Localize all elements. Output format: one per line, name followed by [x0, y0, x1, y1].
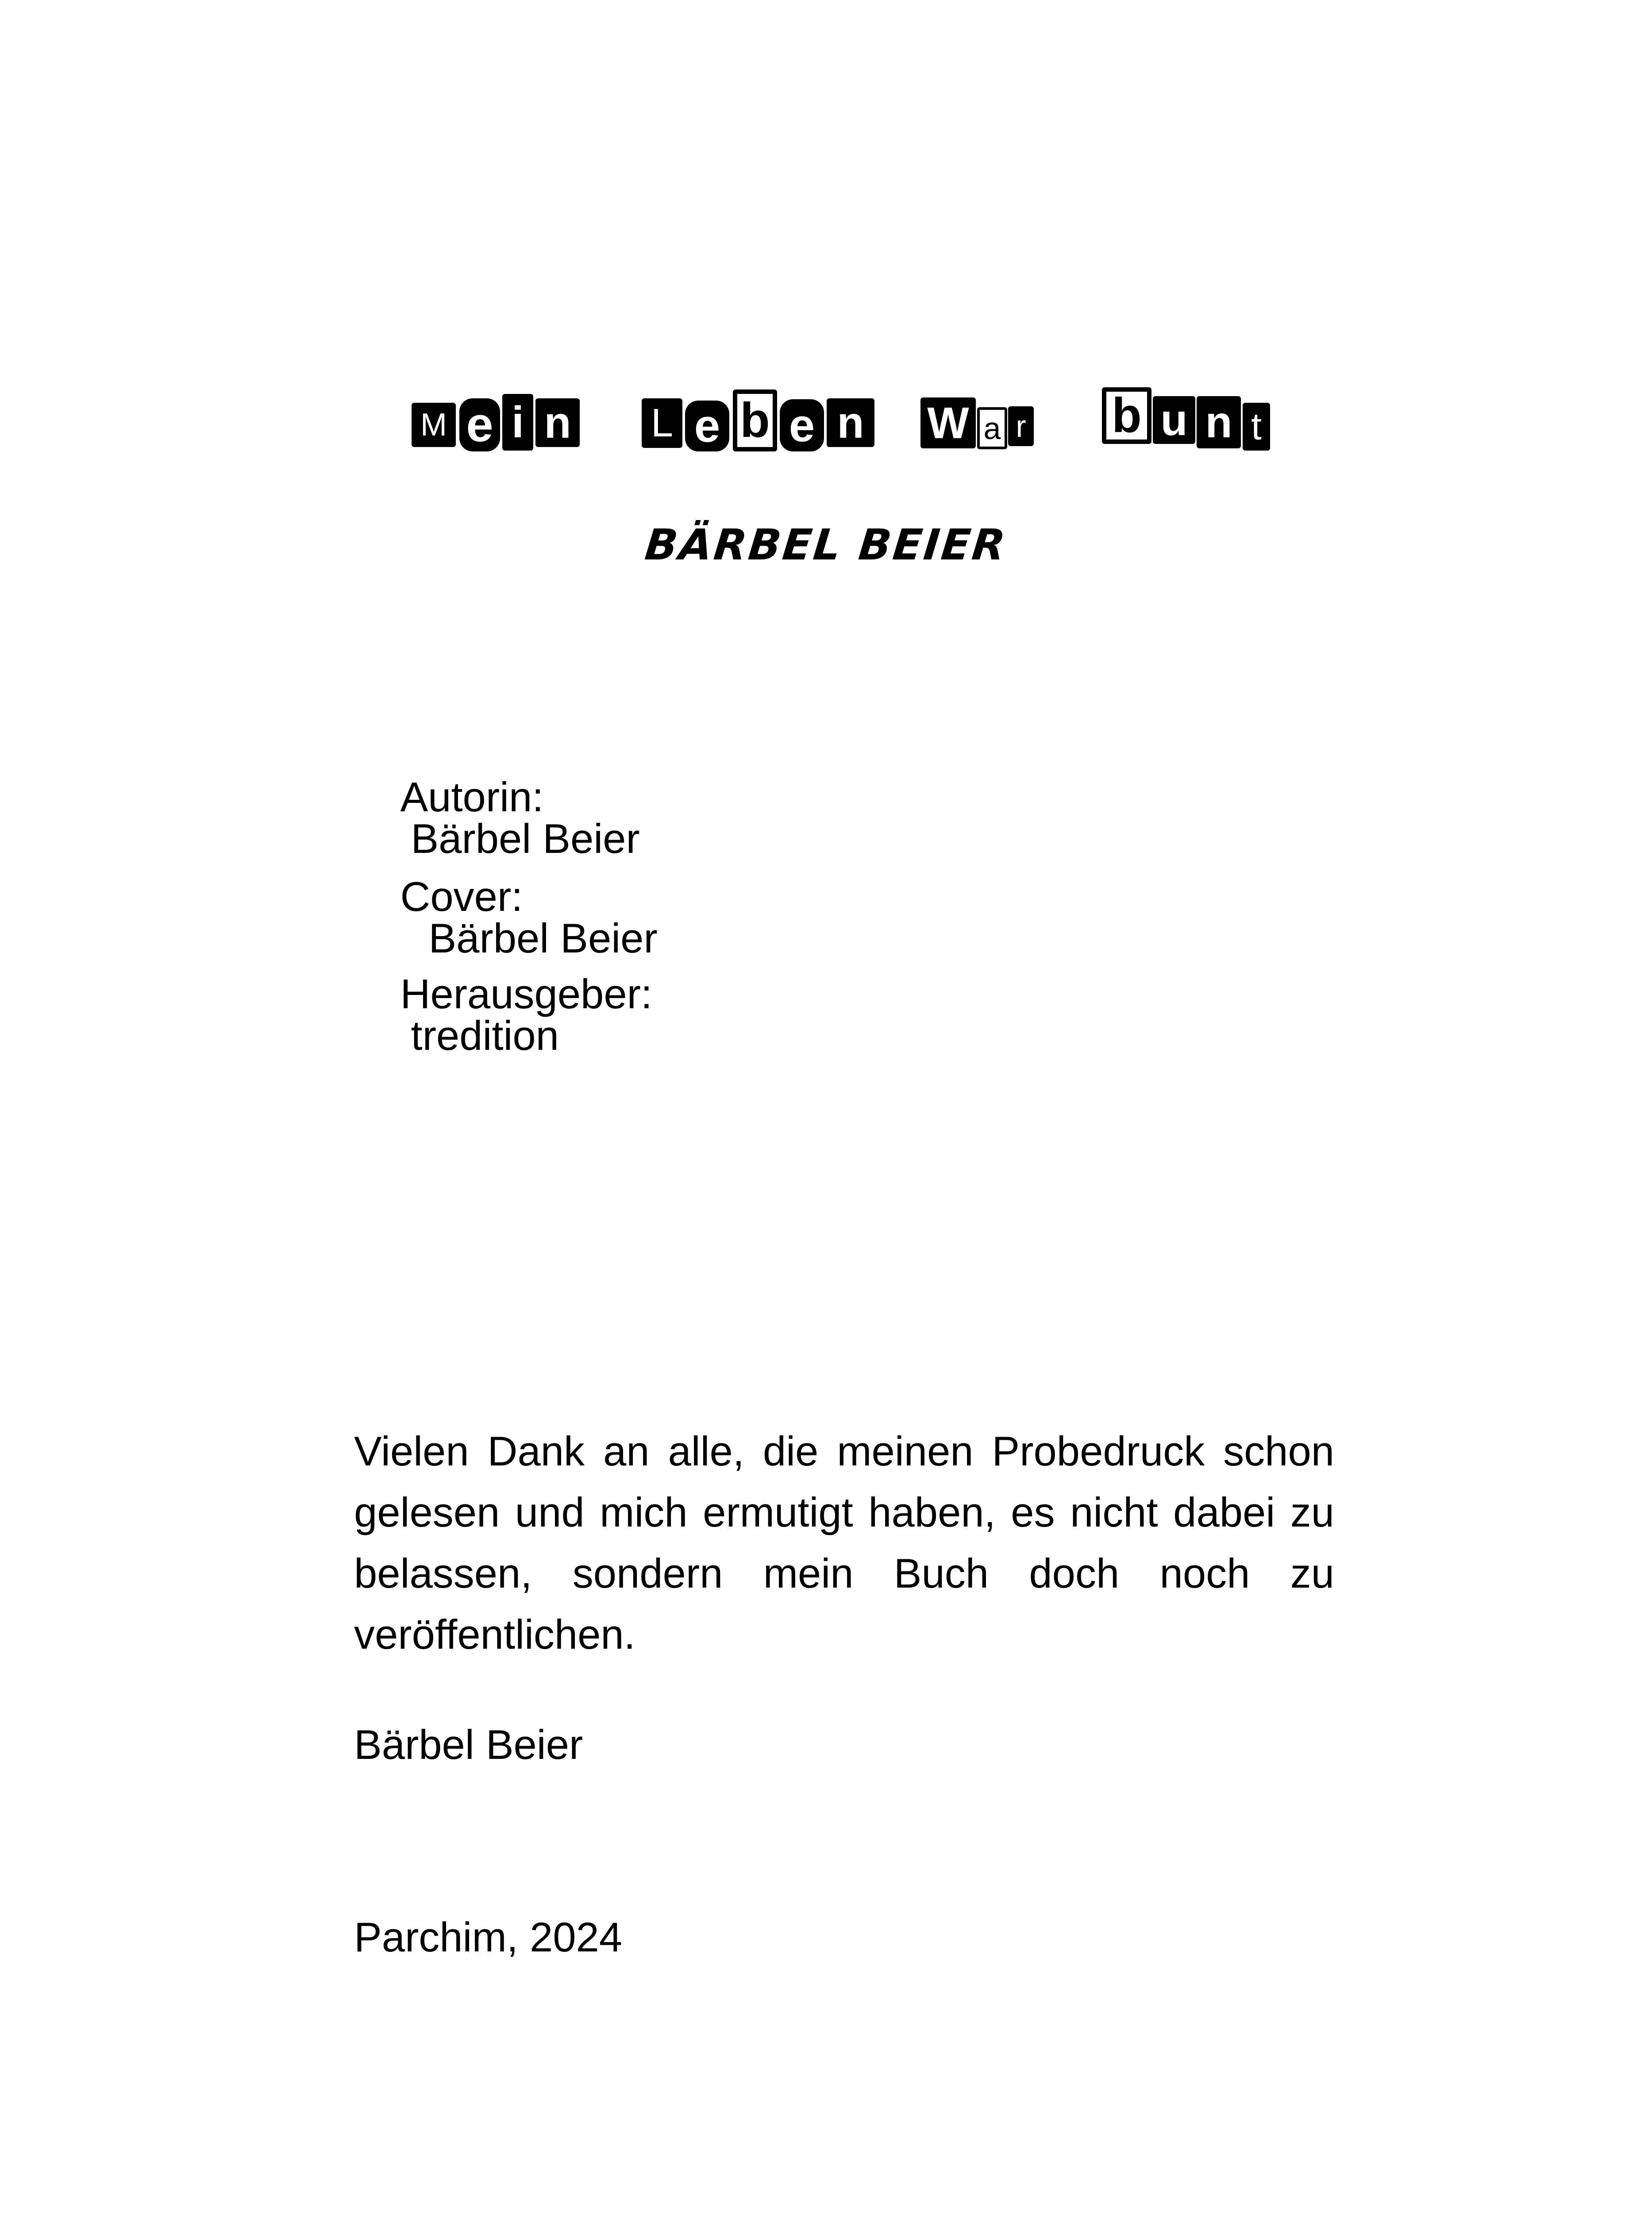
title-letter: b	[1102, 387, 1151, 444]
credit-publisher	[354, 932, 652, 1098]
title-word-leben	[642, 385, 872, 460]
title-letter: e	[459, 398, 500, 451]
credit-value: tredition	[411, 1012, 559, 1059]
title-letter: L	[642, 398, 682, 448]
title-word-bunt	[1102, 385, 1279, 460]
title-letter: i	[502, 394, 533, 451]
title-letter: e	[685, 401, 729, 451]
title-letter: W	[920, 397, 976, 448]
title-letter: u	[1153, 396, 1195, 444]
title-letter: b	[733, 389, 777, 451]
credit-label: Cover:	[400, 873, 523, 920]
title-letter: n	[827, 398, 874, 447]
title-letter: n	[535, 398, 580, 447]
place-date: Parchim, 2024	[354, 1914, 623, 1960]
title-letter: e	[780, 399, 824, 451]
title-letter: a	[977, 407, 1007, 449]
title-letter: t	[1243, 403, 1270, 451]
credit-value: Bärbel Beier	[428, 915, 658, 961]
title-letter: r	[1008, 406, 1034, 446]
title-word-war	[920, 385, 1040, 460]
credit-label: Autorin:	[400, 774, 544, 820]
title-word-mein	[412, 385, 571, 460]
dedication-text: Vielen Dank an alle, die meinen Probedruck schon gelesen und mich ermutigt haben, es nicht dabei zu belassen, sondern mein Buch doch noch zu veröffentlichen.	[354, 1428, 1334, 1658]
credit-value: Bärbel Beier	[411, 815, 640, 862]
book-title	[412, 385, 1279, 460]
title-letter: M	[412, 403, 456, 447]
author-heading: BÄRBEL BEIER	[643, 520, 1009, 570]
credit-label: Herausgeber:	[400, 971, 653, 1017]
title-letter: n	[1197, 396, 1241, 448]
signature: Bärbel Beier	[354, 1721, 583, 1768]
